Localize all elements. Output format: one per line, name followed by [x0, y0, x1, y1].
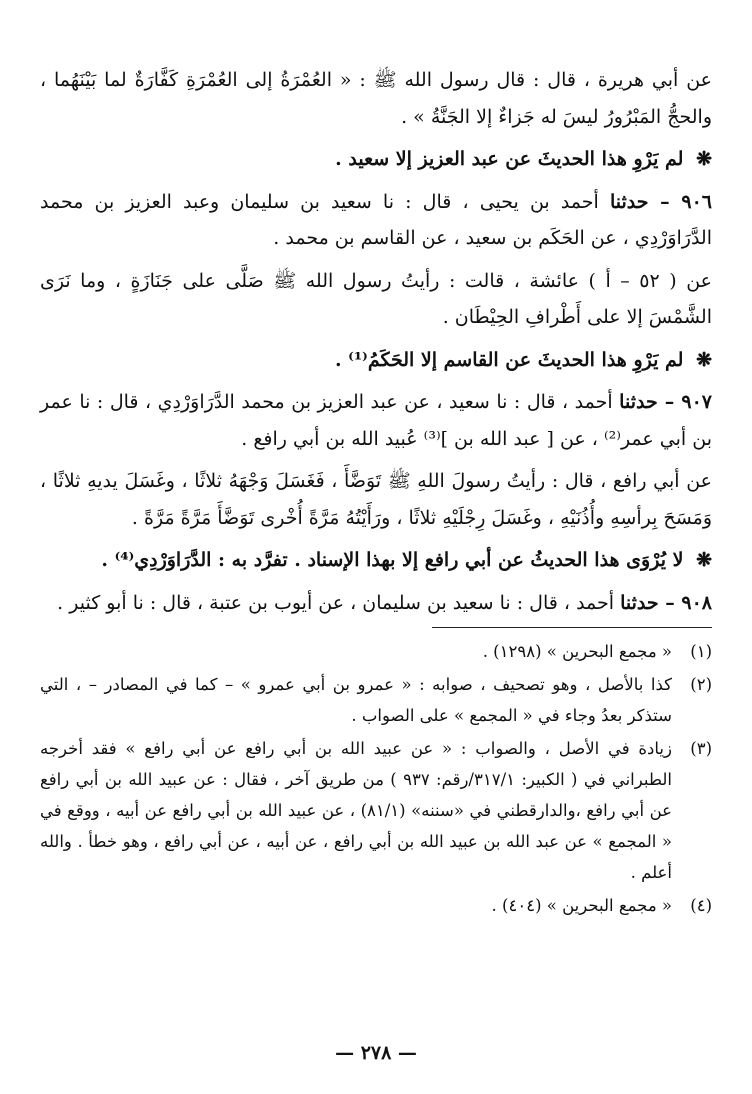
footnote-text: « مجمع البحرين » (٤٠٤) . [491, 896, 672, 915]
footnote-text: « مجمع البحرين » (١٢٩٨) . [482, 642, 672, 661]
footnote-number: (٢) [690, 675, 712, 694]
hadith-905-text: عن أبي هريرة ، قال : قال رسول الله ﷺ : « العُمْرَةُ إلى العُمْرَةِ كَفَّارَةٌ لما بَيْنَهُما ، والحجُّ المَبْرُورُ ليسَ له جَزاءٌ إلا الجَنَّةُ » . [40, 69, 712, 128]
commentary-note-2 [40, 342, 712, 379]
page-number: — ٢٧٨ — [335, 1042, 417, 1064]
footnote-item [40, 733, 712, 888]
commentary-note-3-text: لا يُرْوَى هذا الحديثُ عن أبي رافع إلا بهذا الإسناد . تفرَّد به : الدَّرَاوَرْدِي⁽⁴⁾ . [101, 549, 684, 571]
hadith-907-chain-text: أحمد ، قال : نا سعيد ، عن عبد العزيز بن محمد الدَّرَاوَرْدِي ، قال : نا عمر بن أبي عمر⁽²⁾ ، عن [ عبد الله بن ]⁽³⁾ عُبيد الله بن أبي رافع . [40, 391, 712, 450]
hadith-906-chain-text: أحمد بن يحيى ، قال : نا سعيد بن سليمان وعبد العزيز بن محمد الدَّرَاوَرْدِي ، عن الحَكَم بن سعيد ، عن القاسم بن محمد . [40, 190, 712, 249]
star-bullet-icon: ❋ [696, 348, 712, 371]
commentary-note-1-text: لم يَرْوِ هذا الحديثَ عن عبد العزيز إلا سعيد . [335, 148, 684, 170]
footnote-divider [432, 627, 712, 628]
footnote-number: (٣) [690, 739, 712, 758]
hadith-908-number: ٩٠٨ – حدثنا [620, 591, 712, 614]
hadith-908-chain-text: أحمد ، قال : نا سعيد بن سليمان ، عن أيوب بن عتبة ، قال : نا أبو كثير . [57, 591, 615, 614]
star-bullet-icon: ❋ [696, 549, 712, 571]
hadith-907-number: ٩٠٧ – حدثنا [619, 391, 712, 413]
hadith-907-text: عن أبي رافع ، قال : رأيتُ رسولَ اللهِ ﷺ تَوَضَّأَ ، فَغَسَلَ وَجْهَهُ ثلاثًا ، وغَسَلَ يديهِ ثلاثًا ، وَمَسَحَ بِرأسِهِ وأُذُنَيْهِ ، وغَسَلَ رِجْلَيْهِ ثلاثًا ، ورَأَيْتُهُ مَرَّةً أُخْرى تَوَضَّأَ مَرَّةً مَرَّةً . [40, 470, 712, 529]
footnote-item [40, 636, 712, 667]
footnote-item [40, 669, 712, 731]
commentary-note-2-text: لم يَرْوِ هذا الحديثَ عن القاسم إلا الحَكَمُ⁽¹⁾ . [334, 348, 684, 371]
hadith-906-text: عن ( ٥٢ – أ ) عائشة ، قالت : رأيتُ رسول الله ﷺ صَلَّى على جَنَازَةٍ ، وما نَرَى الشَّمْسَ إلا على أَطْرافِ الحِيْطَان . [40, 269, 712, 328]
commentary-note-1 [40, 141, 712, 178]
hadith-908-chain [40, 585, 712, 622]
star-bullet-icon: ❋ [696, 148, 712, 170]
footnote-text: كذا بالأصل ، وهو تصحيف ، صوابه : « عمرو بن أبي عمرو » – كما في المصادر – ، التي ستذكر بعدُ وجاء في « المجمع » على الصواب . [40, 675, 672, 725]
hadith-906-chain [40, 184, 712, 257]
hadith-907-chain [40, 384, 712, 457]
footnote-item [40, 890, 712, 921]
commentary-note-3 [40, 542, 712, 579]
footnotes [40, 636, 712, 921]
footnote-number: (١) [690, 642, 712, 661]
hadith-906-number: ٩٠٦ – حدثنا [609, 190, 712, 213]
main-text [40, 62, 712, 621]
footnote-number: (٤) [690, 896, 712, 915]
footnote-text: زيادة في الأصل ، والصواب : « عن عبيد الله بن أبي رافع عن أبي رافع » فقد أخرجه الطبراني في ( الكبير: ٣١٧/١/رقم: ٩٣٧ ) من طريق آخر ، فقال : عن عبيد الله بن أبي رافع عن أبي رافع ،والدارقطني في «سننه» (٨١/١) ، عن عبيد الله بن أبي رافع عن أبيه ، ووقع في « المجمع » عن عبد الله بن عبيد الله بن أبي رافع ، عن أبيه ، عن أبي رافع ، وهو خطأ . والله أعلم . [40, 739, 672, 882]
